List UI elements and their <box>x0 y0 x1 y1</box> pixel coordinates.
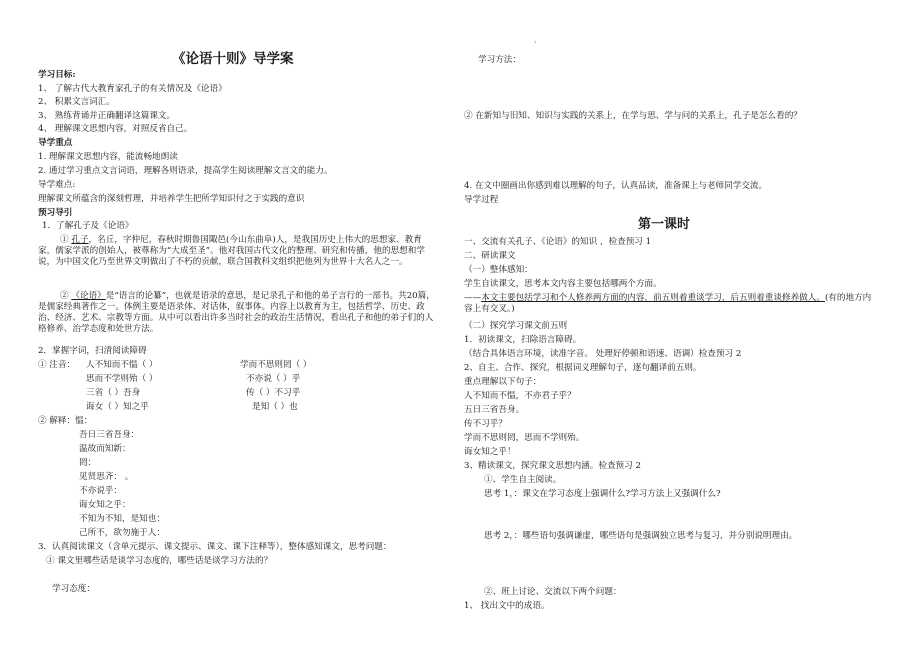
explore-step-3: 3、精读课文，探究课文思想内涵。检查预习 2 <box>464 461 641 471</box>
paragraph-marker: ① <box>60 235 69 245</box>
explain-item: 见贤思齐： 。 <box>79 472 134 482</box>
section-1: 一、交流有关孔子、《论语》的知识 ，检查预习 1 <box>464 237 652 247</box>
explore-step-2: 2、自主、合作、探究，根据词义理解句子，逐句翻译前五则。 <box>464 363 702 373</box>
overall-instruction: 学生自读课文，思考本文内容主要包括哪两个方面。 <box>464 279 662 289</box>
overall-answer <box>464 293 872 315</box>
confucius-name: 孔子 <box>71 235 89 245</box>
confucius-paragraph <box>38 235 438 268</box>
overall-answer-underlined: 本文主要包括学习和个人修养两方面的内容，前五则着重谈学习，后五则着重谈修养做人。 <box>481 293 825 303</box>
pinyin-item: 学而不思则罔（ ） <box>240 360 312 370</box>
explore-step-3b: ②、班上讨论、交流以下两个问题： <box>484 587 622 597</box>
confucius-text: ，名丘，字仲尼，春秋时期鲁国陬邑(今山东曲阜)人，是我国历史上伟大的思想家、教育家，儒家学派的创始人，被尊称为“大成至圣”。他对我国古代文化的整理、研究和传播，他的思想和学说，为中国文化乃至世界文明做出了不朽的贡献，联合国教科文组织把他列为世界十大名人之一。 <box>38 235 425 267</box>
objectives-heading: 学习目标: <box>38 70 76 80</box>
explain-item: 温故而知新： <box>79 444 131 454</box>
attitude-label: 学习态度： <box>52 584 95 594</box>
discussion-question-1: 1、 找出文中的成语。 <box>464 601 550 611</box>
explore-step-1: 1．初读课文，扫除语言障碍。 <box>464 335 582 345</box>
dash: —— <box>464 293 482 303</box>
pinyin-item: 人不知而不愠（ ） <box>86 360 158 370</box>
difficulty-text: 理解课文所蕴含的深刻哲理，并培养学生把所学知识付之于实践的意识 <box>38 194 305 204</box>
preview-step-1: 1．了解孔子及《论语》 <box>42 221 134 231</box>
preview-step-2: 2．掌握字词，扫清阅读障碍 <box>38 346 147 356</box>
analects-text: 是“语言的论纂”，也就是语录的意思，是记录孔子和他的弟子言行的一部书。共20篇，是儒家经典著作之一。体例主要是语录体、对话体，叙事体。内容上以教育为主，包括哲学、历史、政治、经济、艺术、宗教等方面。从中可以看出许多当时社会的政治生活情况，看出孔子和他的弟子们的人格修养、治学态度和处世方法。 <box>38 291 435 334</box>
preview-step-3: 3．认真阅读课文（含单元提示、课文提示、课文、课下注释等），整体感知课文，思考问题： <box>38 542 392 552</box>
pinyin-item: 是知（ ）也 <box>252 402 298 412</box>
explain-label: ② 解释：愠： <box>38 416 93 426</box>
think-question-1: 思考 1，：课文在学习态度上强调什么?学习方法上又强调什么? <box>484 489 721 499</box>
objective-item: 1、 了解古代大教育家孔子的有关情况及《论语》 <box>38 84 227 94</box>
section-2: 二、研读课文 <box>464 251 516 261</box>
process-heading: 导学过程 <box>464 195 499 205</box>
pinyin-item: 三省（ ）吾身 <box>86 388 141 398</box>
key-sentence: 人不知而不愠，不亦君子乎？ <box>464 391 576 401</box>
key-point-item: 2. 通过学习重点文言词语，理解各则语录，提高学生阅读理解文言文的能力。 <box>38 166 333 176</box>
explain-item: 罔： <box>79 458 97 468</box>
think-question-2: 思考 2，：哪些语句强调谦虚，哪些语句是强调独立思考与复习，并分别说明理由。 <box>484 531 798 541</box>
pinyin-item: 传（ ）不习乎 <box>246 388 301 398</box>
key-sentence: 传不习乎？ <box>464 419 507 429</box>
explain-item: 吾日三省吾身： <box>79 430 140 440</box>
stray-mark: ' <box>534 40 537 50</box>
analects-paragraph <box>38 291 438 335</box>
lesson-heading: 第一课时 <box>638 217 691 232</box>
key-point-item: 1. 理解课文思想内容，能流畅地朗读 <box>38 152 178 162</box>
preview-heading: 预习导引 <box>38 208 73 218</box>
objective-item: 4、 理解课文思想内容，对照反省自己。 <box>38 124 193 134</box>
method-label: 学习方法： <box>478 55 521 65</box>
explore-step-1-note: （结合具体语言环境，读准字音。 处理好停顿和语速、语调）检查预习 2 <box>464 349 742 359</box>
explain-item: 不亦说乎： <box>79 486 122 496</box>
explore-step-3a: ①、学生自主阅读。 <box>484 475 562 485</box>
explain-item: 不知为不知，是知也： <box>79 514 165 524</box>
key-sentence: 学而不思则罔，思而不学则殆。 <box>464 433 585 443</box>
pinyin-item: 诲女（ ）知之乎 <box>86 402 149 412</box>
objective-item: 3、 熟练背诵并正确翻译这篇课文。 <box>38 111 176 121</box>
objective-item: 2、 积累文言词汇。 <box>38 97 115 107</box>
preview-question-1: ① 课文里哪些话是谈学习态度的，哪些话是谈学习方法的？ <box>46 556 273 566</box>
analects-name: 《论语》 <box>71 291 106 301</box>
page-title: 《论语十则》导学案 <box>172 51 294 67</box>
subsection-overall: （一）整体感知： <box>464 265 533 275</box>
key-sentence: 五日三省吾身。 <box>464 405 525 415</box>
pinyin-item: 思而不学则殆（ ） <box>86 374 158 384</box>
pinyin-item: 不亦说（ ）乎 <box>246 374 301 384</box>
key-sentences-heading: 重点理解以下句子： <box>464 377 542 387</box>
explain-item: 己所不，欲勿施于人： <box>79 528 165 538</box>
key-sentence: 诲女知之乎！ <box>464 447 516 457</box>
key-points-heading: 导学重点 <box>38 138 73 148</box>
overall-answer-note: (有的地方内容上有交叉。) <box>464 293 872 314</box>
pinyin-label: ① 注音： <box>38 360 76 370</box>
question-4: 4. 在文中圈画出你感到难以理解的句子，认真品读，准备课上与老师同学交流。 <box>464 181 768 191</box>
explain-item: 诲女知之乎： <box>79 500 131 510</box>
subsection-explore: （二）探究学习课文前五则 <box>464 321 568 331</box>
paragraph-marker: ② <box>60 291 69 301</box>
question-2: ② 在新知与旧知、知识与实践的关系上，在学与思、学与问的关系上，孔子是怎么看的？ <box>464 111 802 121</box>
difficulty-heading: 导学难点: <box>38 180 76 190</box>
